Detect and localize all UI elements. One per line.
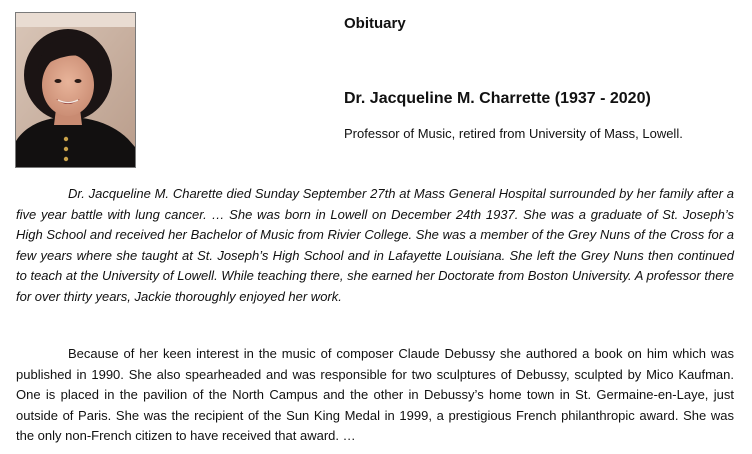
person-name: Dr. Jacqueline M. Charrette (1937 - 2020)	[344, 90, 651, 107]
document-heading: Obituary	[344, 15, 406, 32]
body-paragraph: Because of her keen interest in the music of composer Claude Debussy she authored a book on him which was published in 1990. She also spearheaded and was responsible for two sculptures of Debussy, sculpted by Mico Kaufman. One is placed in the pavilion of the North Campus and the other in Debussy’s home town in St. Germaine-en-Laye, just outside of Paris. She was the recipient of the Sun King Medal in 1999, a prestigious French philanthropic award. She was the only non-French citizen to have received that award. …	[16, 346, 734, 444]
person-subtitle: Professor of Music, retired from University of Mass, Lowell.	[344, 126, 683, 141]
body-paragraph: Dr. Jacqueline M. Charette died Sunday September 27th at Mass General Hospital surrounded by her family after a five year battle with lung cancer. … She was born in Lowell on December 24th 1937. She was a graduate of St. Joseph’s High School and received her Bachelor of Music from Rivier College. She was a member of the Grey Nuns of the Cross for a few years where she taught at St. Joseph’s High School and in Lafayette Louisiana. She left the Grey Nuns then continued to teach at the University of Lowell. While teaching there, she earned her Doctorate from Boston University. A professor there for over thirty years, Jackie thoroughly enjoyed her work.	[16, 186, 734, 304]
portrait-photo	[15, 12, 136, 168]
